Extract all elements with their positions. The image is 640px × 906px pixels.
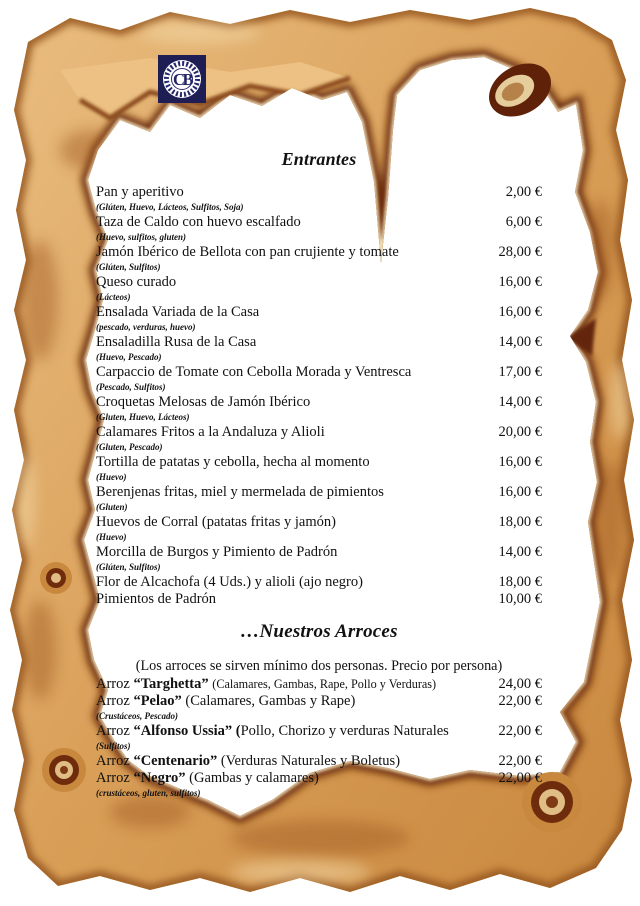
item-name-part: Arroz [96, 693, 134, 709]
item-price: 22,00 € [498, 723, 542, 739]
item-price: 10,00 € [498, 591, 542, 607]
menu-item [96, 424, 542, 441]
item-name-part: “Negro” [133, 770, 190, 786]
item-name-part: (Calamares, Gambas, Rape, Pollo y Verduras) [212, 677, 437, 691]
item-price: 22,00 € [498, 770, 542, 786]
menu-item [96, 394, 542, 411]
item-name: Ensaladilla Rusa de la Casa [96, 334, 257, 350]
item-name-part: (Calamares, Gambas y Rape) [185, 693, 356, 709]
scroll-curl-left [40, 562, 72, 594]
section-note: (Los arroces se sirven mínimo dos personas. Precio por persona) [135, 658, 503, 674]
item-allergens: (Glúten, Huevo, Lácteos, Sulfitos, Soja) [96, 202, 244, 212]
restaurant-logo [158, 55, 206, 103]
section-heading-entrantes: Entrantes [281, 149, 357, 169]
item-price: 16,00 € [498, 304, 542, 320]
item-allergens: (Huevo, Pescado) [96, 352, 162, 362]
item-price: 16,00 € [498, 454, 542, 470]
menu-item [96, 304, 542, 321]
item-price: 14,00 € [498, 334, 542, 350]
menu-item [96, 574, 542, 591]
item-price: 14,00 € [498, 544, 542, 560]
menu-content [96, 149, 542, 800]
menu-item [96, 334, 542, 351]
item-allergens: (Sulfitos) [96, 741, 131, 751]
item-name-part: “Pelao” [133, 693, 186, 709]
menu-item [96, 214, 542, 231]
item-price: 16,00 € [498, 274, 542, 290]
menu-item [96, 454, 542, 471]
item-name [96, 723, 449, 740]
menu-item [96, 514, 542, 531]
item-name: Taza de Caldo con huevo escalfado [96, 214, 301, 230]
menu-section-arroces [96, 621, 542, 800]
section-heading-arroces: …Nuestros Arroces [240, 621, 398, 642]
menu-section-entrantes [96, 149, 542, 608]
item-name [96, 770, 319, 787]
item-allergens: (Lácteos) [96, 292, 131, 302]
menu-item [96, 484, 542, 501]
item-name [96, 693, 355, 710]
item-price: 6,00 € [505, 214, 542, 230]
menu-item [96, 591, 542, 608]
item-name-part: (Gambas y calamares) [189, 770, 319, 786]
item-price: 17,00 € [498, 364, 542, 380]
item-allergens: (crustáceos, gluten, sulfitos) [96, 788, 201, 798]
menu-item [96, 693, 542, 710]
menu-item [96, 544, 542, 561]
item-price: 14,00 € [498, 394, 542, 410]
menu-item [96, 723, 542, 740]
item-price: 22,00 € [498, 693, 542, 709]
item-price: 28,00 € [498, 244, 542, 260]
item-name-part: (Verduras Naturales y Boletus) [220, 753, 401, 769]
item-allergens: (Gluten) [96, 502, 128, 512]
menu-item [96, 753, 542, 770]
item-name-part: Arroz [96, 753, 134, 769]
item-name-part: “Targhetta” [133, 676, 213, 692]
item-price: 2,00 € [505, 184, 542, 200]
item-name: Queso curado [96, 274, 177, 290]
item-allergens: (pescado, verduras, huevo) [96, 322, 196, 332]
item-name: Flor de Alcachofa (4 Uds.) y alioli (ajo negro) [96, 574, 363, 590]
item-name-part: “Alfonso Ussia” ( [133, 723, 241, 739]
item-name: Tortilla de patatas y cebolla, hecha al momento [96, 454, 370, 470]
item-name [96, 753, 400, 770]
item-name: Berenjenas fritas, miel y mermelada de pimientos [96, 484, 384, 500]
menu-item [96, 770, 542, 787]
item-name-part: Arroz [96, 770, 134, 786]
scroll-curl-bottom-left [42, 748, 86, 792]
item-name: Croquetas Melosas de Jamón Ibérico [96, 394, 311, 410]
item-price: 18,00 € [498, 574, 542, 590]
item-price: 24,00 € [498, 676, 542, 692]
item-name: Calamares Fritos a la Andaluza y Alioli [96, 424, 325, 440]
item-name: Ensalada Variada de la Casa [96, 304, 260, 320]
item-allergens: (Huevo) [96, 472, 127, 482]
item-allergens: (Huevo, sulfitos, gluten) [96, 232, 187, 242]
item-name-part: Arroz [96, 723, 134, 739]
item-allergens: (Pescado, Sulfitos) [96, 382, 166, 392]
menu-item [96, 244, 542, 261]
item-allergens: (Glúten, Sulfitos) [96, 562, 161, 572]
item-name: Morcilla de Burgos y Pimiento de Padrón [96, 544, 338, 560]
menu-item [96, 364, 542, 381]
item-name-part: “Centenario” [133, 753, 221, 769]
item-allergens: (Huevo) [96, 532, 127, 542]
item-price: 20,00 € [498, 424, 542, 440]
item-allergens: (Glúten, Sulfitos) [96, 262, 161, 272]
item-name: Pimientos de Padrón [96, 591, 217, 607]
item-name: Jamón Ibérico de Bellota con pan crujiente y tomate [96, 244, 399, 260]
item-name: Huevos de Corral (patatas fritas y jamón) [96, 514, 336, 530]
item-allergens: (Gluten, Huevo, Lácteos) [96, 412, 190, 422]
item-allergens: (Crustáceos, Pescado) [96, 711, 178, 721]
item-allergens: (Gluten, Pescado) [96, 442, 163, 452]
menu-item [96, 676, 542, 693]
menu-item [96, 274, 542, 291]
item-name: Pan y aperitivo [96, 184, 184, 200]
item-price: 22,00 € [498, 753, 542, 769]
item-name-part: Arroz [96, 676, 134, 692]
item-name: Carpaccio de Tomate con Cebolla Morada y Ventresca [96, 364, 412, 380]
item-price: 16,00 € [498, 484, 542, 500]
item-name-part: Pollo, Chorizo y verduras Naturales [240, 723, 449, 739]
item-name [96, 676, 436, 693]
item-price: 18,00 € [498, 514, 542, 530]
logo-monogram: CB [173, 70, 191, 89]
menu-item [96, 184, 542, 201]
